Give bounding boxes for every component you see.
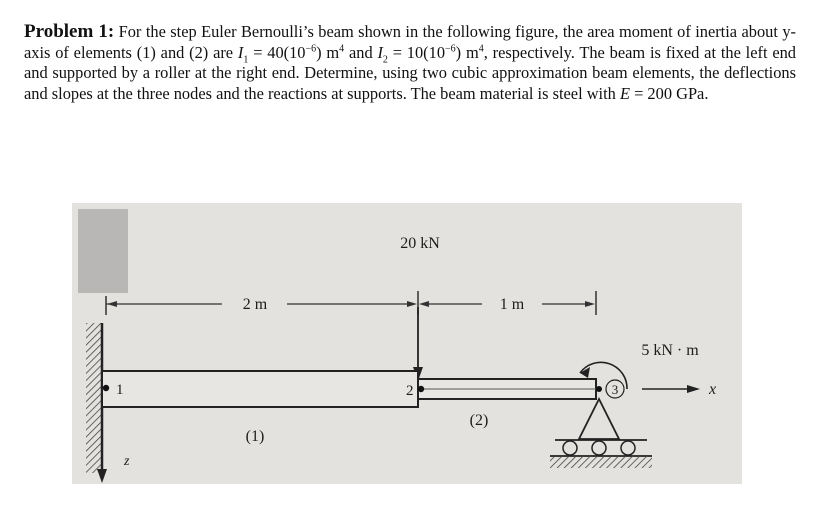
node-3-label: 3 xyxy=(611,382,619,397)
problem-title: Problem 1: xyxy=(24,21,115,42)
roller-wheel-1 xyxy=(563,441,577,455)
i1-symbol: I xyxy=(237,42,244,62)
modulus-symbol: E xyxy=(619,83,630,103)
x-axis-label: x xyxy=(709,381,717,398)
roller-wheel-2 xyxy=(592,441,606,455)
z-axis-label: z xyxy=(124,454,130,469)
i1-subscript: 1 xyxy=(243,53,249,65)
i2-exponent: −6 xyxy=(445,43,456,55)
dim-arrowhead-2-right xyxy=(585,301,595,307)
photo-placeholder xyxy=(78,209,128,293)
roller-triangle xyxy=(579,399,619,439)
i2-unit: ) m xyxy=(455,42,479,62)
i1-value: = 40(10 xyxy=(248,42,306,62)
x-axis-arrowhead xyxy=(687,385,700,393)
i1-unit-exponent: 4 xyxy=(339,43,345,55)
dim-arrowhead-1-right xyxy=(407,301,417,307)
node-2-dot xyxy=(418,386,424,392)
i1-exponent: −6 xyxy=(305,43,317,55)
problem-statement xyxy=(24,22,796,104)
beam-figure xyxy=(72,203,742,484)
i2-symbol: I xyxy=(377,42,383,62)
element-2-label: (2) xyxy=(469,412,489,429)
element-1-label: (1) xyxy=(245,428,265,445)
i2-value: = 10(10 xyxy=(387,42,446,62)
node-1-dot xyxy=(103,385,109,391)
problem-text-1: For the step Euler Bernoulli’s beam shown in the following figure, the area moment of inertia about y-axis of elements (1) and (2) are xyxy=(24,22,796,62)
roller-wheel-3 xyxy=(621,441,635,455)
problem-text-3: = 200 GPa. xyxy=(629,83,709,103)
dim-arrowhead-1-left xyxy=(107,301,117,307)
problem-text-2: , respectively. The beam is fixed at the left end and supported by a roller at the right end. Determine, using two cubic approximation beam elements, the deflections and slopes at the three nodes and the reactions at supports. The beam material is steel with xyxy=(24,42,796,103)
node-3-dot xyxy=(596,386,602,392)
moment-label: 5 kN · m xyxy=(641,342,699,359)
i2-unit-exponent: 4 xyxy=(478,43,484,55)
z-axis-arrowhead xyxy=(97,469,107,483)
and-text: and xyxy=(344,42,378,62)
beam-diagram xyxy=(72,203,742,484)
i2-subscript: 2 xyxy=(382,53,388,65)
fixed-wall-hatching xyxy=(86,323,102,473)
node-1-label: 1 xyxy=(116,382,124,398)
dim-label-1m: 1 m xyxy=(499,296,525,313)
node-2-label: 2 xyxy=(406,383,414,399)
dim-label-2m: 2 m xyxy=(242,296,268,313)
beam-element-1 xyxy=(102,371,418,407)
roller-ground-hatching xyxy=(550,456,652,468)
dim-arrowhead-2-left xyxy=(419,301,429,307)
load-label: 20 kN xyxy=(400,235,440,252)
i1-unit: ) m xyxy=(316,42,340,62)
